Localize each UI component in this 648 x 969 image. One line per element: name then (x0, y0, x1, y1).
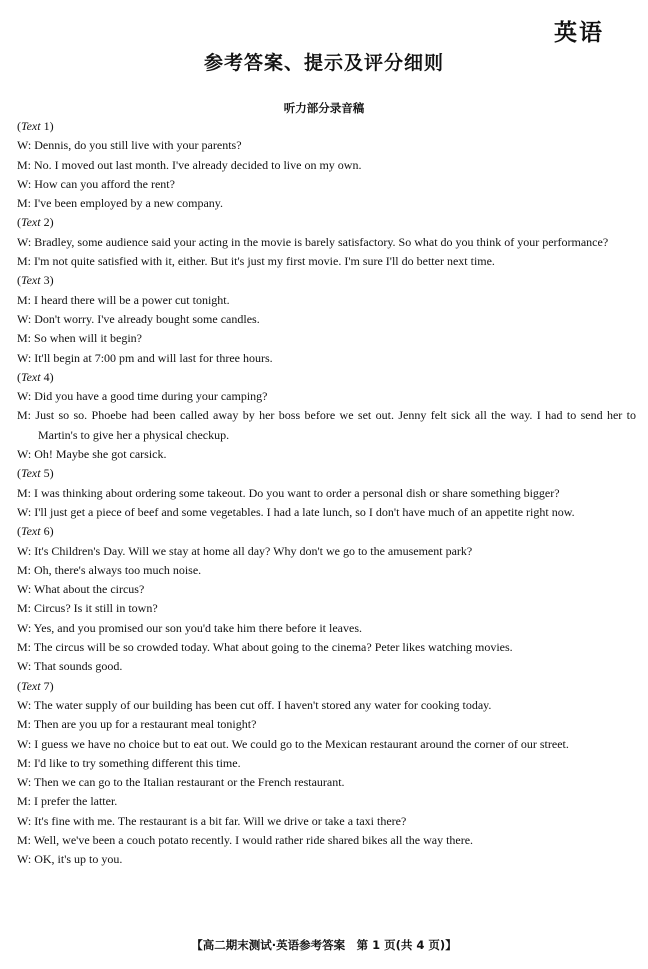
label-word: Text (21, 215, 41, 230)
dialogue-line (17, 599, 636, 618)
dialogue-label (17, 213, 636, 232)
dialogue-block (17, 271, 636, 367)
speaker-label: M: (17, 562, 32, 577)
label-number: 6) (40, 524, 54, 539)
speaker-label: M: (17, 832, 32, 847)
label-number: 2) (40, 215, 54, 230)
speaker-label: W: (17, 138, 32, 153)
speaker-label: W: (17, 176, 32, 191)
speaker-label: W: (17, 582, 32, 597)
label-open-paren: ( (17, 524, 21, 539)
dialogue-block (17, 464, 636, 522)
line-text: How can you afford the rent? (34, 176, 175, 191)
dialogue-label (17, 677, 636, 696)
line-text: I'll just get a piece of beef and some vegetables. I had a late lunch, so I don't have much of an appetite right now. (34, 504, 575, 519)
dialogue-line (17, 580, 636, 599)
dialogue-line (17, 715, 636, 734)
line-text: Did you have a good time during your camping? (34, 389, 268, 404)
line-text: Yes, and you promised our son you'd take him there before it leaves. (33, 620, 362, 635)
line-text: Circus? Is it still in town? (34, 601, 158, 616)
line-text: No. I moved out last month. I've already decided to live on my own. (34, 157, 362, 172)
speaker-label: W: (17, 234, 32, 249)
speaker-label: M: (17, 254, 32, 269)
label-word: Text (21, 273, 41, 288)
dialogue-line (17, 175, 636, 194)
dialogue-label (17, 522, 636, 541)
dialogue-line (17, 773, 636, 792)
page-footer: 【高二期末测试·英语参考答案 第 1 页(共 4 页)】 (191, 938, 457, 952)
line-text: OK, it's up to you. (34, 852, 123, 867)
line-text: Oh, there's always too much noise. (34, 562, 202, 577)
dialogue-line (17, 561, 636, 580)
dialogue-block (17, 213, 636, 271)
dialogue-label (17, 464, 636, 483)
label-word: Text (21, 678, 41, 693)
dialogue-line (17, 329, 636, 348)
line-text: I was thinking about ordering some takeout. Do you want to order a personal dish or share something bigger? (34, 485, 560, 500)
speaker-label: W: (17, 311, 32, 326)
speaker-label: W: (17, 543, 32, 558)
line-text: I'm not quite satisfied with it, either. But it's just my first movie. I'm sure I'll do better next time. (34, 254, 495, 269)
label-word: Text (21, 466, 41, 481)
dialogue-line (17, 233, 636, 252)
section-title: 听力部分录音稿 (283, 101, 365, 115)
dialogue-line (17, 638, 636, 657)
speaker-label: M: (17, 157, 32, 172)
dialogue-line (17, 156, 636, 175)
label-word: Text (21, 524, 41, 539)
label-open-paren: ( (17, 119, 21, 133)
label-open-paren: ( (17, 678, 21, 693)
dialogue-label (17, 368, 636, 387)
line-text: I prefer the latter. (34, 794, 118, 809)
dialogue-line (17, 735, 636, 754)
line-text: Then we can go to the Italian restaurant or the French restaurant. (34, 775, 345, 790)
speaker-label: M: (17, 292, 32, 307)
dialogue-line (17, 812, 636, 831)
line-text: What about the circus? (34, 582, 145, 597)
label-number: 5) (40, 466, 54, 481)
speaker-label: M: (17, 717, 32, 732)
dialogue-line (17, 619, 636, 638)
label-number: 1) (40, 119, 54, 133)
label-number: 4) (40, 369, 54, 384)
speaker-label: M: (17, 485, 32, 500)
dialogue-line (17, 657, 636, 676)
label-open-paren: ( (17, 466, 21, 481)
transcript (17, 117, 636, 870)
line-text: That sounds good. (34, 659, 123, 674)
speaker-label: M: (17, 601, 32, 616)
line-text: So when will it begin? (34, 331, 143, 346)
line-text: Oh! Maybe she got carsick. (34, 447, 167, 462)
dialogue-line (17, 831, 636, 850)
label-word: Text (21, 119, 41, 133)
speaker-label: M: (17, 755, 32, 770)
speaker-label: W: (17, 389, 32, 404)
dialogue-line (17, 696, 636, 715)
dialogue-label (17, 271, 636, 290)
dialogue-line (17, 754, 636, 773)
dialogue-block (17, 368, 636, 464)
line-text: I heard there will be a power cut tonight. (34, 292, 230, 307)
speaker-label: M: (17, 331, 32, 346)
dialogue-line (17, 136, 636, 155)
label-open-paren: ( (17, 215, 21, 230)
speaker-label: W: (17, 447, 32, 462)
line-text: It'll begin at 7:00 pm and will last for three hours. (34, 350, 273, 365)
line-text: Well, we've been a couch potato recently. I would rather ride shared bikes all the way there. (33, 832, 474, 847)
dialogue-line (17, 406, 636, 445)
dialogue-line (17, 194, 636, 213)
speaker-label: W: (17, 775, 32, 790)
speaker-label: W: (17, 620, 32, 635)
label-word: Text (21, 369, 41, 384)
subject-label: 英语 (554, 20, 604, 46)
dialogue-line (17, 850, 636, 869)
speaker-label: W: (17, 852, 32, 867)
line-text: Just so so. Phoebe had been called away by her boss before we set out. Jenny felt sick all the way. I had to send her to Martin's to give her a physical checkup. (35, 408, 636, 442)
dialogue-line (17, 310, 636, 329)
dialogue-block (17, 677, 636, 870)
line-text: It's Children's Day. Will we stay at home all day? Why don't we go to the amusement park? (34, 543, 473, 558)
speaker-label: W: (17, 504, 32, 519)
speaker-label: W: (17, 659, 32, 674)
dialogue-line (17, 792, 636, 811)
speaker-label: W: (17, 697, 32, 712)
dialogue-line (17, 542, 636, 561)
dialogue-label (17, 117, 636, 136)
dialogue-block (17, 522, 636, 676)
line-text: It's fine with me. The restaurant is a bit far. Will we drive or take a taxi there? (34, 813, 407, 828)
line-text: I've been employed by a new company. (34, 196, 223, 211)
dialogue-line (17, 349, 636, 368)
speaker-label: M: (17, 640, 32, 655)
dialogue-line (17, 445, 636, 464)
speaker-label: M: (17, 408, 32, 423)
line-text: Bradley, some audience said your acting in the movie is barely satisfactory. So what do you think of your performance? (34, 234, 609, 249)
line-text: The water supply of our building has been cut off. I haven't stored any water for cooking today. (34, 697, 492, 712)
label-number: 7) (40, 678, 54, 693)
speaker-label: W: (17, 813, 32, 828)
line-text: I guess we have no choice but to eat out. We could go to the Mexican restaurant around the corner of our street. (34, 736, 569, 751)
label-open-paren: ( (17, 369, 21, 384)
dialogue-line (17, 503, 636, 522)
speaker-label: W: (17, 350, 32, 365)
line-text: Then are you up for a restaurant meal tonight? (33, 717, 257, 732)
dialogue-line (17, 484, 636, 503)
speaker-label: M: (17, 794, 32, 809)
speaker-label: W: (17, 736, 32, 751)
dialogue-line (17, 291, 636, 310)
dialogue-line (17, 252, 636, 271)
line-text: Don't worry. I've already bought some candles. (34, 311, 260, 326)
speaker-label: M: (17, 196, 32, 211)
dialogue-line (17, 387, 636, 406)
label-number: 3) (40, 273, 54, 288)
dialogue-block (17, 117, 636, 213)
line-text: Dennis, do you still live with your parents? (34, 138, 242, 153)
label-open-paren: ( (17, 273, 21, 288)
line-text: The circus will be so crowded today. What about going to the cinema? Peter likes watching movies. (33, 640, 513, 655)
page-title: 参考答案、提示及评分细则 (203, 52, 444, 74)
line-text: I'd like to try something different this time. (34, 755, 241, 770)
